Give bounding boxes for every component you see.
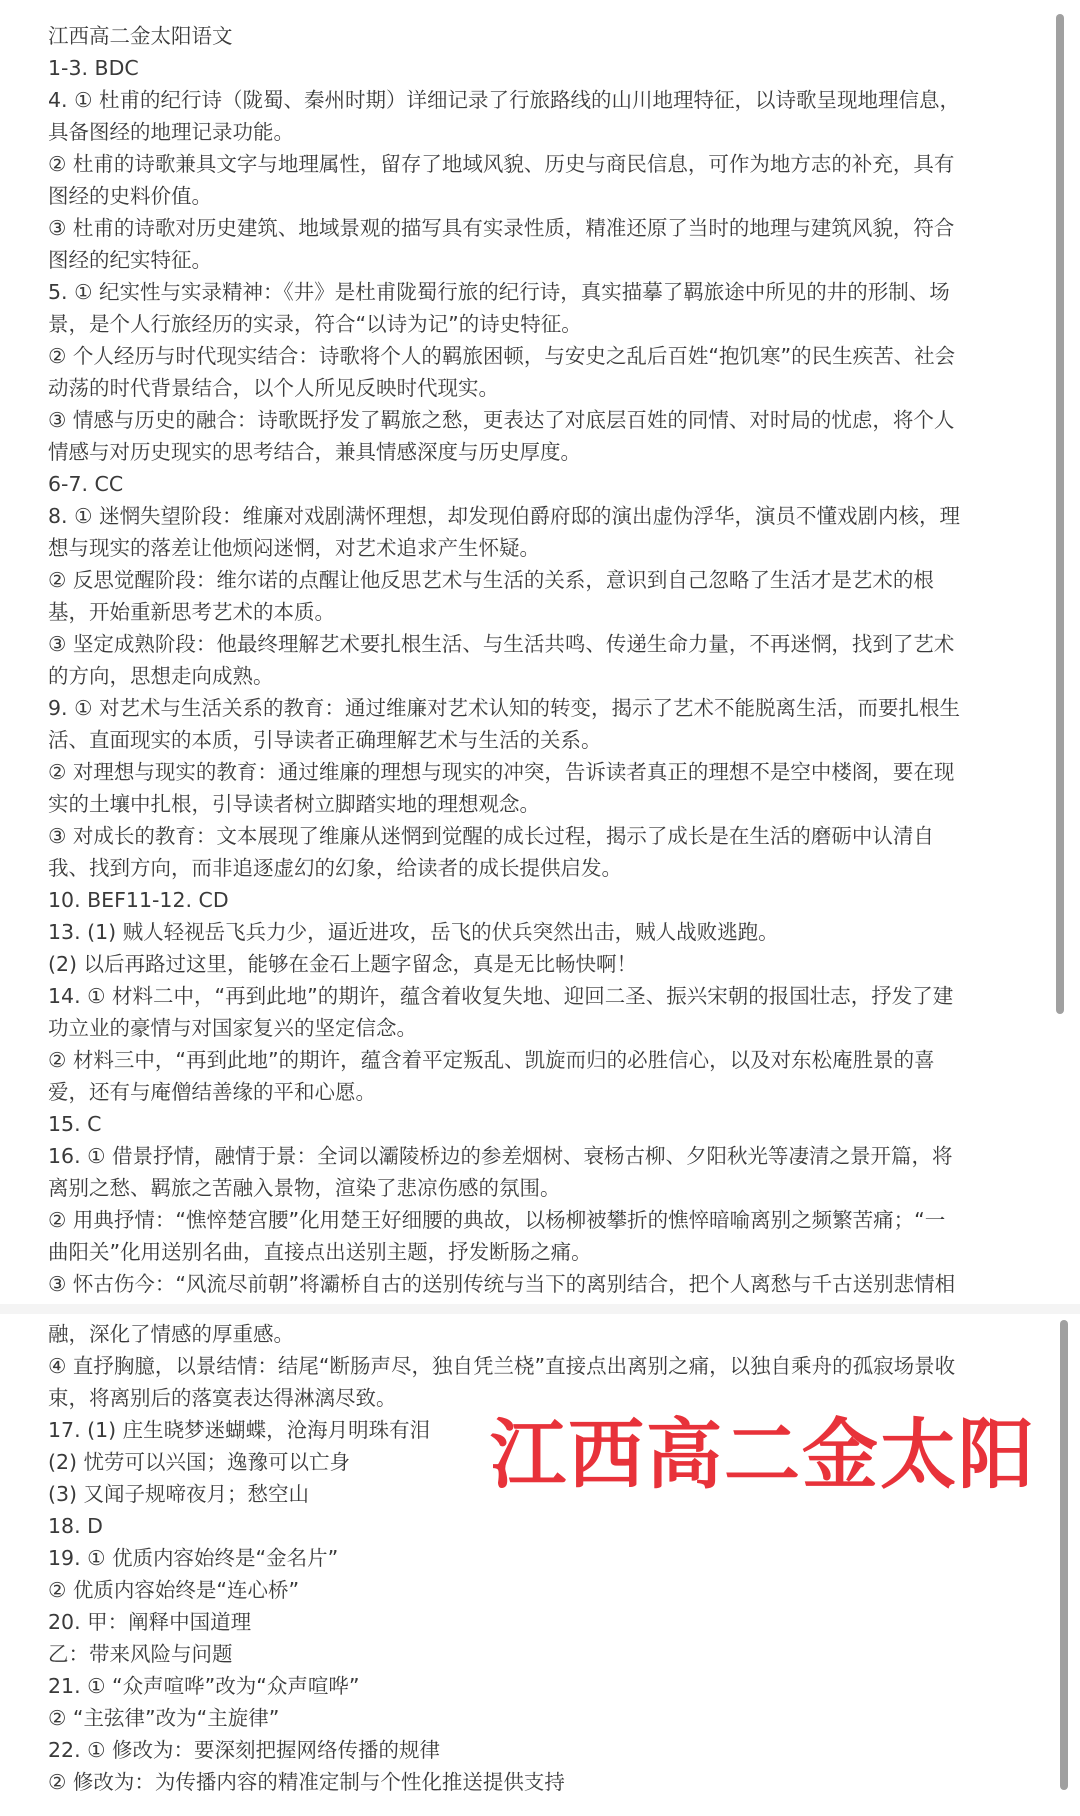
answer-sheet-upper [48,20,1040,1310]
text-line: 21. ① “众声喧哗”改为“众声喧哗” [48,1674,360,1698]
text-line: ② 反思觉醒阶段：维尔诺的点醒让他反思艺术与生活的关系，意识到自己忽略了生活才是艺术的根 [48,568,934,592]
text-line: 功立业的豪情与对国家复兴的坚定信念。 [48,1016,417,1040]
text-line: 22. ① 修改为：要深刻把握网络传播的规律 [48,1738,441,1762]
text-line: ② 对理想与现实的教育：通过维廉的理想与现实的冲突，告诉读者真正的理想不是空中楼阁，要在现 [48,760,955,784]
text-line: ② 个人经历与时代现实结合：诗歌将个人的羁旅困顿，与安史之乱后百姓“抱饥寒”的民生疾苦、社会 [48,344,956,368]
text-line: 想与现实的落差让他烦闷迷惘，对艺术追求产生怀疑。 [48,536,540,560]
text-line: ② 材料三中，“再到此地”的期许，蕴含着平定叛乱、凯旋而归的必胜信心，以及对东松庵胜景的喜 [48,1048,935,1072]
text-line: (3) 又闻子规啼夜月；愁空山 [48,1482,310,1506]
text-line: 1-3. BDC [48,56,139,80]
scrollbar-lower[interactable] [1060,1320,1068,1790]
text-line: 江西高二金太阳语文 [48,24,233,48]
text-line: ③ 情感与历史的融合：诗歌既抒发了羁旅之愁，更表达了对底层百姓的同情、对时局的忧虑，将个人 [48,408,955,432]
screenshot-divider [0,1304,1080,1314]
text-line: 14. ① 材料二中，“再到此地”的期许，蕴含着收复失地、迎回二圣、振兴宋朝的报国壮志，抒发了建 [48,984,954,1008]
text-line: 10. BEF11-12. CD [48,888,229,912]
watermark-title: 江西高二金太阳 [490,1410,1036,1499]
text-line: ③ 坚定成熟阶段：他最终理解艺术要扎根生活、与生活共鸣、传递生命力量，不再迷惘，找到了艺术 [48,632,955,656]
text-line: ② 修改为：为传播内容的精准定制与个性化推送提供支持 [48,1770,565,1794]
text-line: 8. ① 迷惘失望阶段：维廉对戏剧满怀理想，却发现伯爵府邸的演出虚伪浮华，演员不懂戏剧内核，理 [48,504,960,528]
text-line: 4. ① 杜甫的纪行诗（陇蜀、秦州时期）详细记录了行旅路线的山川地理特征，以诗歌呈现地理信息， [48,88,960,112]
text-line: 我、找到方向，而非追逐虚幻的幻象，给读者的成长提供启发。 [48,856,622,880]
text-line: 活、直面现实的本质，引导读者正确理解艺术与生活的关系。 [48,728,602,752]
text-line: 动荡的时代背景结合，以个人所见反映时代现实。 [48,376,499,400]
text-line: 具备图经的地理记录功能。 [48,120,294,144]
text-line: ④ 直抒胸臆，以景结情：结尾“断肠声尽，独自凭兰桡”直接点出离别之痛，以独自乘舟的孤寂场景收 [48,1354,956,1378]
text-line: 离别之愁、羁旅之苦融入景物，渲染了悲凉伤感的氛围。 [48,1176,561,1200]
text-line: 景，是个人行旅经历的实录，符合“以诗为记”的诗史特征。 [48,312,582,336]
text-line: ③ 对成长的教育：文本展现了维廉从迷惘到觉醒的成长过程，揭示了成长是在生活的磨砺中认清自 [48,824,934,848]
answer-sheet-lower [48,1318,1040,1798]
text-line: ② 用典抒情：“憔悴楚宫腰”化用楚王好细腰的典故，以杨柳被攀折的憔悴暗喻离别之频繁苦痛；“一 [48,1208,946,1232]
text-line: 实的土壤中扎根，引导读者树立脚踏实地的理想观念。 [48,792,540,816]
text-line: 基，开始重新思考艺术的本质。 [48,600,335,624]
text-line: 13. (1) 贼人轻视岳飞兵力少，逼近进攻，岳飞的伏兵突然出击，贼人战败逃跑。 [48,920,779,944]
text-line: ③ 杜甫的诗歌对历史建筑、地域景观的描写具有实录性质，精准还原了当时的地理与建筑风貌，符合 [48,216,955,240]
text-line: 情感与对历史现实的思考结合，兼具情感深度与历史厚度。 [48,440,581,464]
text-line: 融，深化了情感的厚重感。 [48,1322,294,1346]
text-line: 曲阳关”化用送别名曲，直接点出送别主题，抒发断肠之痛。 [48,1240,592,1264]
text-line: (2) 忧劳可以兴国；逸豫可以亡身 [48,1450,351,1474]
text-line: (2) 以后再路过这里，能够在金石上题字留念，真是无比畅快啊！ [48,952,638,976]
text-line: 19. ① 优质内容始终是“金名片” [48,1546,339,1570]
text-line: 18. D [48,1514,103,1538]
text-line: 图经的史料价值。 [48,184,212,208]
text-line: 20. 甲：阐释中国道理 [48,1610,252,1634]
text-line: ③ 怀古伤今：“风流尽前朝”将灞桥自古的送别传统与当下的离别结合，把个人离愁与千古送别悲情相 [48,1272,956,1296]
text-line: 17. (1) 庄生晓梦迷蝴蝶，沧海月明珠有泪 [48,1418,431,1442]
text-line: 束，将离别后的落寞表达得淋漓尽致。 [48,1386,397,1410]
text-line: ② 优质内容始终是“连心桥” [48,1578,300,1602]
text-line: ② “主弦律”改为“主旋律” [48,1706,280,1730]
text-line: 9. ① 对艺术与生活关系的教育：通过维廉对艺术认知的转变，揭示了艺术不能脱离生活，而要扎根生 [48,696,960,720]
text-line: 5. ① 纪实性与实录精神：《井》是杜甫陇蜀行旅的纪行诗，真实描摹了羁旅途中所见的井的形制、场 [48,280,950,304]
text-line: 乙：带来风险与问题 [48,1642,233,1666]
text-line: 爱，还有与庵僧结善缘的平和心愿。 [48,1080,376,1104]
text-line: 的方向，思想走向成熟。 [48,664,274,688]
scrollbar-upper[interactable] [1056,14,1064,1014]
text-line: 15. C [48,1112,102,1136]
text-line: 6-7. CC [48,472,124,496]
text-line: 16. ① 借景抒情，融情于景：全词以灞陵桥边的参差烟树、衰杨古柳、夕阳秋光等凄清之景开篇，将 [48,1144,953,1168]
text-line: 图经的纪实特征。 [48,248,212,272]
text-line: ② 杜甫的诗歌兼具文字与地理属性，留存了地域风貌、历史与商民信息，可作为地方志的补充，具有 [48,152,955,176]
